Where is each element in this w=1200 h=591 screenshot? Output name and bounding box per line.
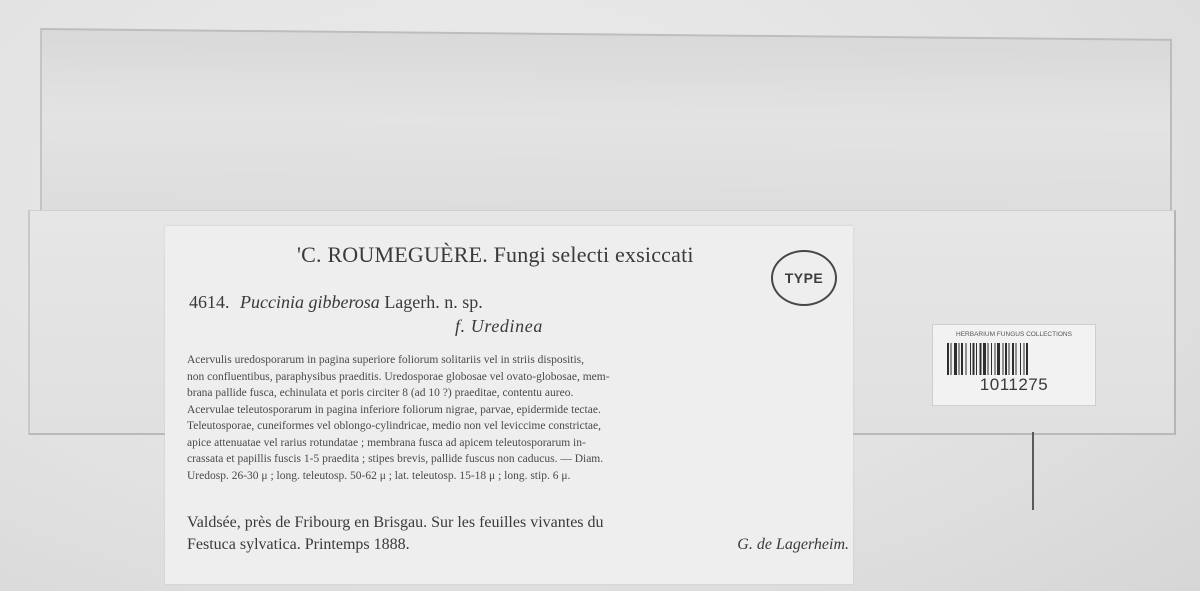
barcode-label: [932, 324, 1096, 406]
locality-block: [187, 512, 851, 556]
description-line: Acervulis uredosporarum in pagina superiore foliorum solitariis vel in striis dispositis,: [187, 354, 585, 366]
species-description: [187, 352, 849, 484]
specimen-label: [165, 226, 853, 584]
type-stamp-text: TYPE: [784, 270, 824, 286]
locality-line-2: Festuca sylvatica. Printemps 1888.: [187, 536, 410, 553]
species-line: [189, 292, 483, 313]
species-author: Lagerh. n. sp.: [384, 292, 483, 312]
barcode-bars-icon: [947, 343, 1081, 375]
description-line: Acervulae teleutosporarum in pagina inferiore foliorum nigrae, parvae, epidermide tectae.: [187, 403, 601, 416]
barcode-caption: HERBARIUM FUNGUS COLLECTIONS: [956, 331, 1072, 338]
barcode-number: 1011275: [979, 375, 1049, 394]
description-line: apice attenuatae vel rarius rotundatae ; membrana fusca ad apicem teleutosporarum in-: [187, 436, 586, 449]
description-line: Teleutosporae, cuneiformes vel oblongo-cylindricae, medio non vel leviссime constrictae,: [187, 420, 601, 432]
locality-line-1: Valdsée, près de Fribourg en Brisgau. Sur les feuilles vivantes du: [187, 514, 604, 531]
description-line: non confluentibus, paraphysibus praeditis. Uredosporae globosae vel ovato-globosae, mem-: [187, 370, 610, 383]
species-name: Puccinia gibberosa: [240, 292, 380, 312]
description-line: crassata et papillis fuscis 1-5 praedita ; stipes brevis, pallide fuscus non caducus. — Diam.: [187, 453, 604, 465]
exsiccata-number: 4614.: [189, 292, 230, 312]
packet-flap: [40, 28, 1172, 231]
description-line: Uredosp. 26-30 μ ; long. teleutosp. 50-62 μ ; lat. teleutosp. 15-18 μ ; long. stip. 6 μ.: [187, 469, 571, 482]
collector-name: G. de Lagerheim.: [737, 536, 849, 553]
stage-subtitle: f. Uredinea: [455, 316, 543, 336]
label-heading: 'C. ROUMEGUÈRE. Fungi selecti exsiccati: [297, 242, 694, 267]
description-line: brana pallide fusca, echinulata et poris circiter 8 (ad 10 ?) praeditae, contentu aureo.: [187, 387, 574, 399]
packet-string: [1032, 432, 1034, 510]
type-stamp: [771, 250, 837, 306]
